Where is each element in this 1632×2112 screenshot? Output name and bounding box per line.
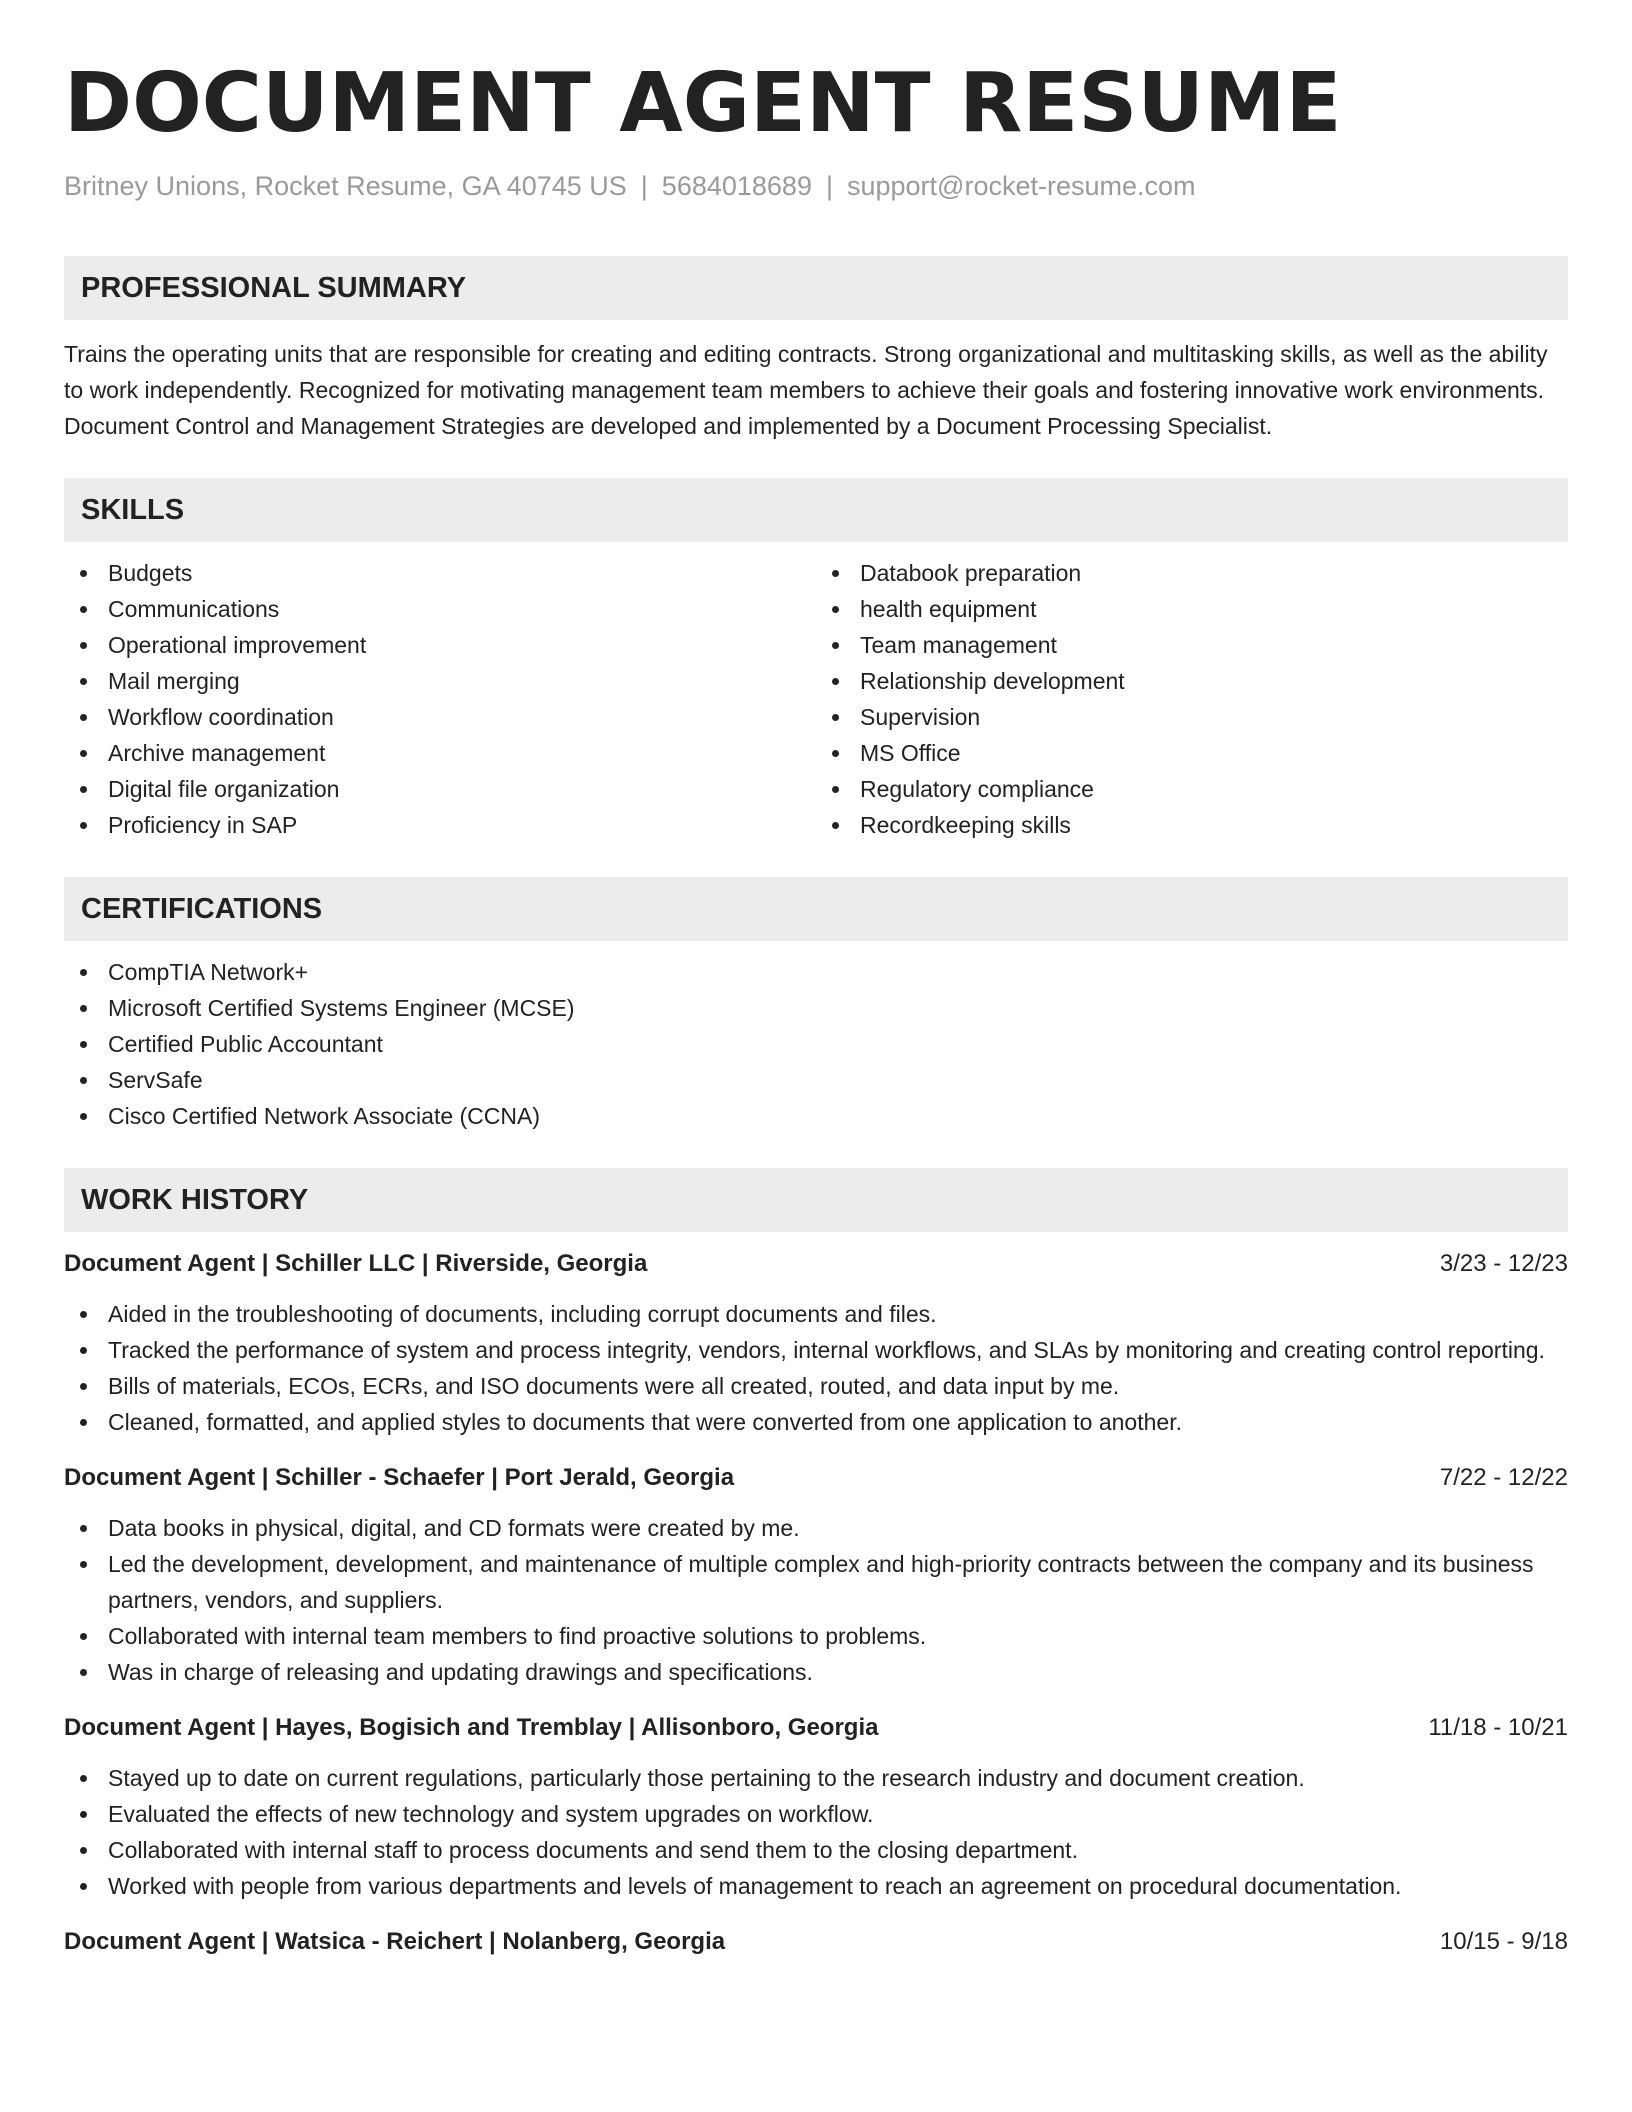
job-title: Document Agent | Schiller LLC | Riverside, Georgia	[64, 1250, 648, 1277]
skill-item: Budgets	[64, 555, 816, 591]
job-bullets	[64, 1296, 1568, 1440]
job-entry	[64, 1460, 1568, 1690]
summary-heading: PROFESSIONAL SUMMARY	[64, 256, 1568, 320]
skill-item: Archive management	[64, 735, 816, 771]
skill-item: Workflow coordination	[64, 699, 816, 735]
job-bullet: Worked with people from various departments and levels of management to reach an agreement on procedural documentation.	[64, 1868, 1568, 1904]
contact-address: Britney Unions, Rocket Resume, GA 40745 US	[64, 171, 627, 201]
skills-section	[64, 478, 1568, 843]
job-bullets	[64, 1760, 1568, 1904]
certification-item: Microsoft Certified Systems Engineer (MCSE)	[64, 990, 1568, 1026]
job-header	[64, 1710, 1568, 1746]
skill-item: Operational improvement	[64, 627, 816, 663]
job-dates: 7/22 - 12/22	[1439, 1464, 1568, 1491]
job-bullet: Bills of materials, ECOs, ECRs, and ISO documents were all created, routed, and data input by me.	[64, 1368, 1568, 1404]
skill-item: Team management	[816, 627, 1568, 663]
job-bullet: Data books in physical, digital, and CD formats were created by me.	[64, 1510, 1568, 1546]
contact-separator: |	[825, 171, 833, 201]
skill-item: Regulatory compliance	[816, 771, 1568, 807]
skill-item: health equipment	[816, 591, 1568, 627]
job-entry	[64, 1924, 1568, 1960]
job-header	[64, 1460, 1568, 1496]
job-dates: 3/23 - 12/23	[1439, 1250, 1568, 1277]
contact-line	[64, 168, 1568, 204]
job-bullets	[64, 1510, 1568, 1690]
certification-item: CompTIA Network+	[64, 954, 1568, 990]
skill-item: MS Office	[816, 735, 1568, 771]
job-dates: 11/18 - 10/21	[1428, 1714, 1568, 1741]
skills-right-column	[816, 555, 1568, 843]
skills-grid	[64, 555, 1568, 843]
certification-item: Certified Public Accountant	[64, 1026, 1568, 1062]
skill-item: Proficiency in SAP	[64, 807, 816, 843]
job-header	[64, 1246, 1568, 1282]
work-history-heading: WORK HISTORY	[64, 1168, 1568, 1232]
job-bullet: Evaluated the effects of new technology and system upgrades on workflow.	[64, 1796, 1568, 1832]
job-bullet: Aided in the troubleshooting of documents, including corrupt documents and files.	[64, 1296, 1568, 1332]
skill-item: Databook preparation	[816, 555, 1568, 591]
job-header	[64, 1924, 1568, 1960]
contact-email[interactable]: support@rocket-resume.com	[846, 171, 1196, 201]
job-entry	[64, 1710, 1568, 1904]
job-bullet: Was in charge of releasing and updating drawings and specifications.	[64, 1654, 1568, 1690]
job-bullet: Tracked the performance of system and process integrity, vendors, internal workflows, and SLAs by monitoring and creating control reporting.	[64, 1332, 1568, 1368]
job-title: Document Agent | Schiller - Schaefer | Port Jerald, Georgia	[64, 1464, 735, 1491]
contact-phone: 5684018689	[661, 171, 812, 201]
certifications-heading: CERTIFICATIONS	[64, 877, 1568, 941]
skill-item: Digital file organization	[64, 771, 816, 807]
job-bullet: Cleaned, formatted, and applied styles to documents that were converted from one application to another.	[64, 1404, 1568, 1440]
skill-item: Relationship development	[816, 663, 1568, 699]
certification-item: ServSafe	[64, 1062, 1568, 1098]
page-title: DOCUMENT AGENT RESUME	[64, 56, 1342, 151]
job-title: Document Agent | Watsica - Reichert | Nolanberg, Georgia	[64, 1928, 726, 1955]
certifications-list	[64, 954, 1568, 1134]
skills-left-column	[64, 555, 816, 843]
job-bullet: Collaborated with internal staff to process documents and send them to the closing department.	[64, 1832, 1568, 1868]
work-history-section	[64, 1168, 1568, 1960]
job-bullet: Led the development, development, and maintenance of multiple complex and high-priority contracts between the company and its business partners, vendors, and suppliers.	[64, 1546, 1568, 1618]
summary-section	[64, 256, 1568, 444]
job-title: Document Agent | Hayes, Bogisich and Tremblay | Allisonboro, Georgia	[64, 1714, 879, 1741]
contact-separator: |	[640, 171, 648, 201]
skill-item: Supervision	[816, 699, 1568, 735]
skills-heading: SKILLS	[64, 478, 1568, 542]
certification-item: Cisco Certified Network Associate (CCNA)	[64, 1098, 1568, 1134]
skill-item: Communications	[64, 591, 816, 627]
skill-item: Mail merging	[64, 663, 816, 699]
job-entry	[64, 1246, 1568, 1440]
summary-text: Trains the operating units that are responsible for creating and editing contracts. Strong organizational and multitasking skills, as well as the ability to work independently. Recognized for motivating management team members to achieve their goals and fostering innovative work environments. Document Control and Management Strategies are developed and implemented by a Document Processing Specialist.	[64, 341, 1548, 439]
job-dates: 10/15 - 9/18	[1439, 1928, 1568, 1955]
job-bullet: Stayed up to date on current regulations, particularly those pertaining to the research industry and document creation.	[64, 1760, 1568, 1796]
job-bullet: Collaborated with internal team members to find proactive solutions to problems.	[64, 1618, 1568, 1654]
certifications-section	[64, 877, 1568, 1134]
skill-item: Recordkeeping skills	[816, 807, 1568, 843]
